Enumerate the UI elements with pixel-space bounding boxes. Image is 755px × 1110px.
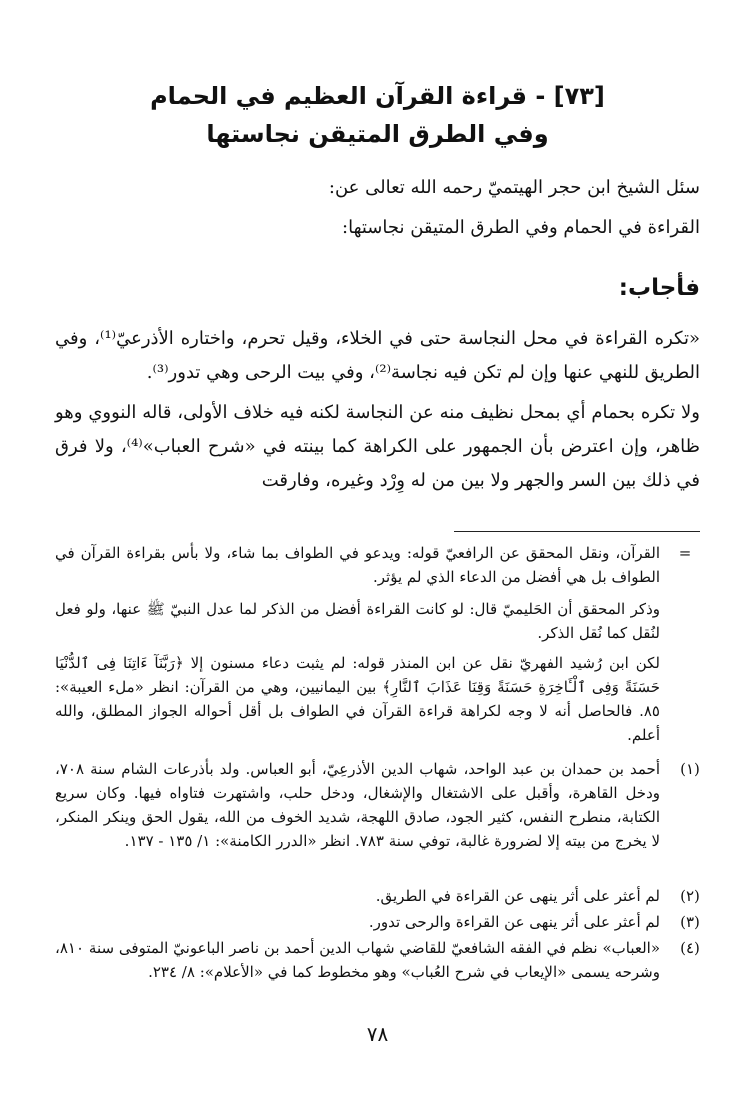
- chapter-title-line-1: [٧٣] - قراءة القرآن العظيم في الحمام: [150, 82, 605, 110]
- footnote-text: أحمد بن حمدان بن عبد الواحد، شهاب الدين الأذرعِيّ، أبو العباس. ولد بأذرعات الشام سنة ٧٠٨، ودخل القاهرة، وأقبل على الاشتغال والإشغال، ودخل حلب، واشتهرت فتاواه فيها. وكان سريع الكتابة، منطرح النفس، كثير الجود، صادق اللهجة، شديد الخوف من الله، يقول الحق وينكر المنكر، لا يخرج من بيته إلا لضرورة غالبة، توفي سنة ٧٨٣. انظر «الدرر الكامنة»: ١/ ١٣٥ - ١٣٧.: [55, 760, 660, 850]
- footnote-1: [55, 757, 700, 853]
- footnote-number: (١): [680, 760, 700, 778]
- question-line-2: القراءة في الحمام وفي الطرق المتيقن نجاستها:: [342, 217, 700, 238]
- footnote-separator: [454, 531, 700, 532]
- chapter-title-line-2: وفي الطرق المتيقن نجاستها: [206, 120, 549, 148]
- footnote-text: «العباب» نظم في الفقه الشافعيّ للقاضي شهاب الدين أحمد بن ناصر الباعونيّ المتوفى سنة ٨١٠، وشرحه يسمى «الإيعاب في شرح العُباب» وهو مخطوط كما في «الأعلام»: ٨/ ٢٣٤.: [55, 939, 660, 981]
- continuation-text-1: القرآن، ونقل المحقق عن الرافعيّ قوله: ويدعو في الطواف بما شاء، ولا بأس بقراءة القرآن في الطواف بل هي أفضل من الدعاء الذي لم يؤثر.: [55, 544, 660, 586]
- footnote-4: [55, 936, 700, 984]
- answer-paragraph-1: «تكره القراءة في محل النجاسة حتى في الخلاء، وقيل تحرم، واختاره الأذرعيّ⁽¹⁾، وفي الطريق للنهي عنها وإن لم تكن فيه نجاسة⁽²⁾، وفي بيت الرحى وهي تدور⁽³⁾.: [55, 328, 700, 383]
- continuation-text-2: وذكر المحقق أن الحَليميّ قال: لو كانت القراءة أفضل من الذكر لما عدل النبيّ ﷺ عنها، ولو فعل لنُقل كما نُقل الذكر.: [55, 600, 660, 642]
- footnote-number: (٣): [680, 913, 700, 931]
- footnote-text: لم أعثر على أثر ينهى عن القراءة والرحى تدور.: [368, 913, 660, 931]
- footnote-2: [55, 884, 700, 908]
- continuation-marker: =: [678, 544, 692, 562]
- question-line-1: سئل الشيخ ابن حجر الهيتميّ رحمه الله تعالى عن:: [328, 177, 700, 198]
- page-number: ٧٨: [366, 1022, 389, 1046]
- continuation-text-3: لكن ابن رُشيد الفهريّ نقل عن ابن المنذر قوله: لم يثبت دعاء مسنون إلا ﴿رَبَّنَآ ءَاتِنَا فِى ٱلدُّنْيَا حَسَنَةً وَفِى ٱلْـَٔاخِرَةِ حَسَنَةً وَقِنَا عَذَابَ ٱلنَّارِ﴾ بين اليمانيين، وهي من القرآن: انظر «ملء العيبة»: ٨٥. فالحاصل أنه لا وجه لكراهة قراءة القرآن في الطواف بل أقل أحواله الجواز المطلق، والله أعلم.: [55, 654, 660, 744]
- footnote-3: [55, 910, 700, 934]
- footnote-text: لم أعثر على أثر ينهى عن القراءة في الطريق.: [375, 887, 660, 905]
- footnote-continuation-1: [55, 541, 700, 589]
- footnote-number: (٤): [680, 939, 700, 957]
- answer-heading: فأجاب:: [618, 275, 700, 301]
- answer-paragraph-2: ولا تكره بحمام أي بمحل نظيف منه عن النجاسة لكنه فيه خلاف الأولى، قاله النووي وهو ظاهر، وإن اعترض بأن الجمهور على الكراهة كما بينته في «شرح العباب»⁽⁴⁾، ولا فرق في ذلك بين السر والجهر ولا بين من له وِرْد وغيره، وفارقت: [55, 402, 700, 491]
- footnote-continuation-2: [55, 597, 700, 645]
- footnote-continuation-3: [55, 651, 700, 747]
- footnote-number: (٢): [680, 887, 700, 905]
